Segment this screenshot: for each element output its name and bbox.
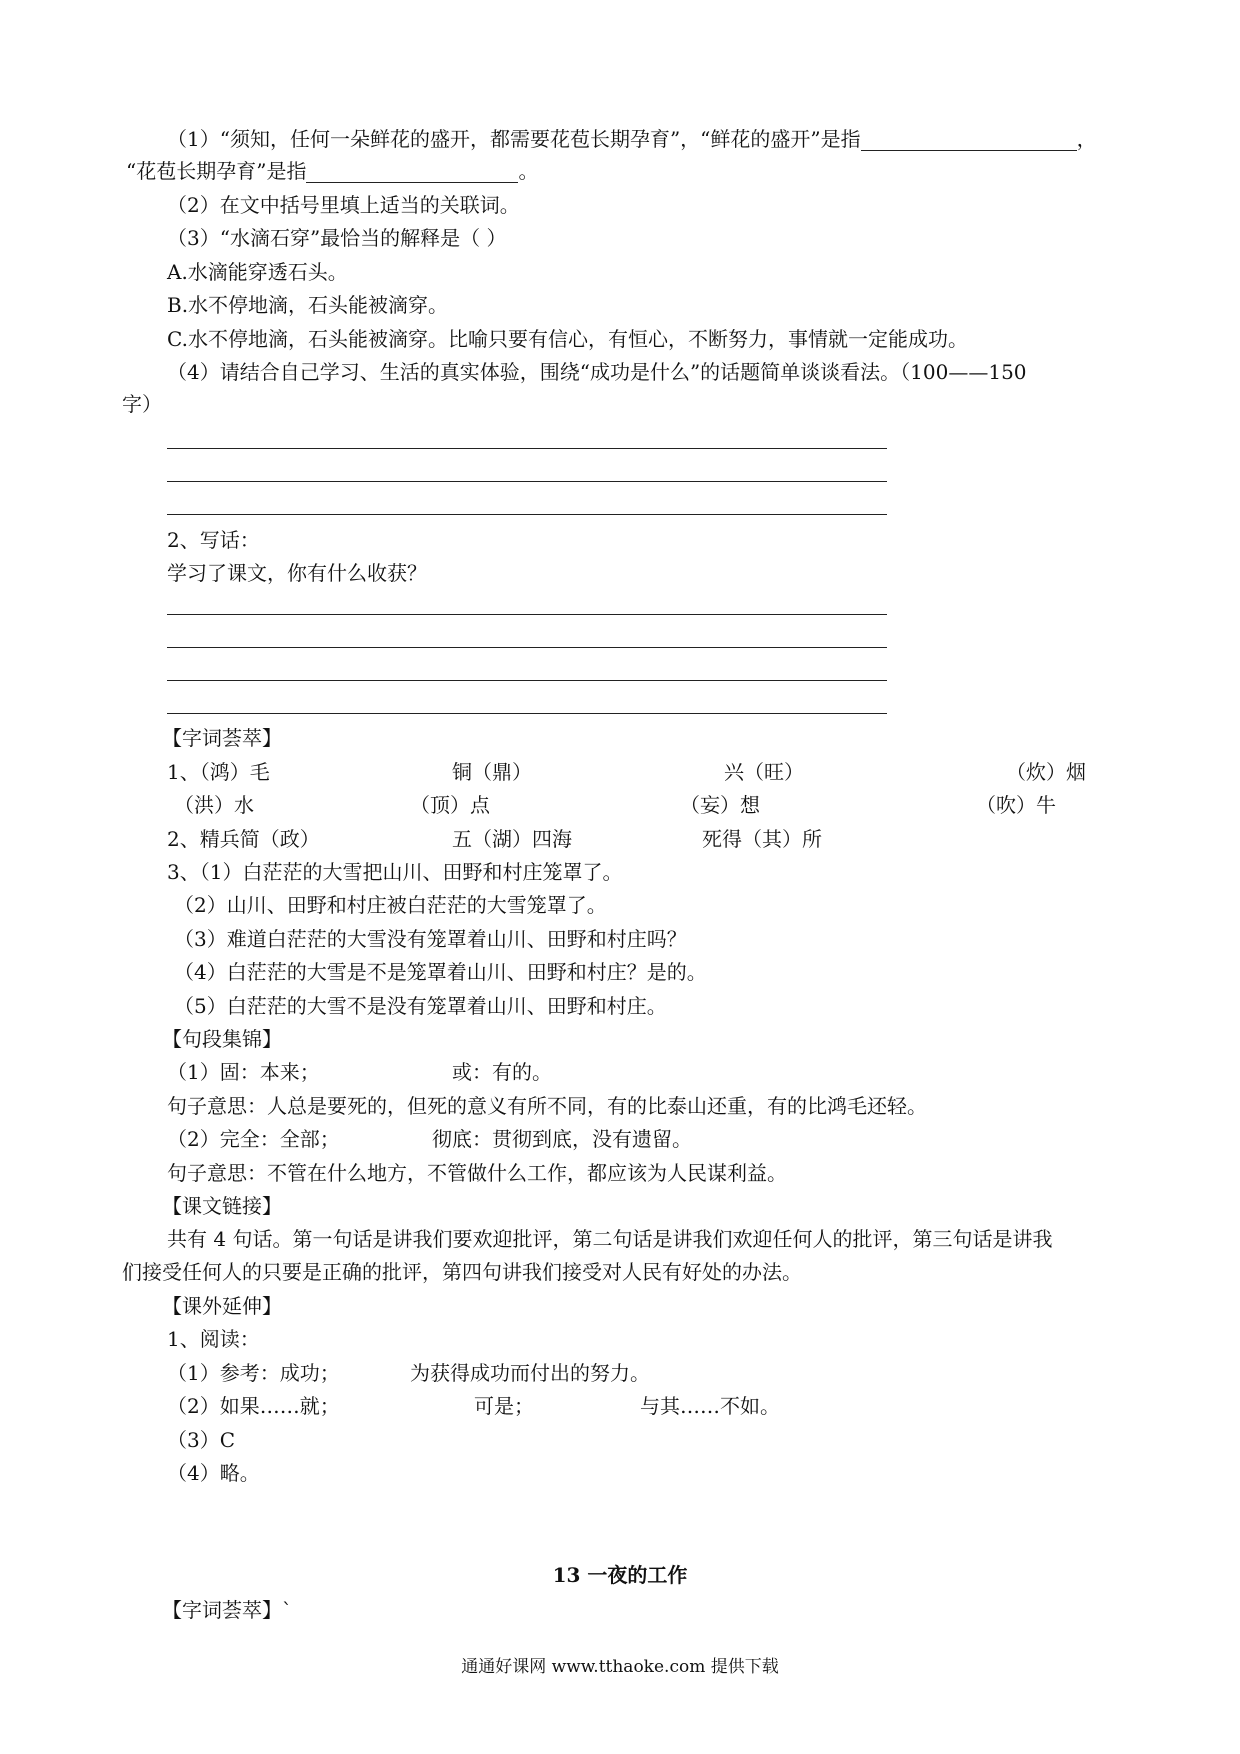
answer-item: 为获得成功而付出的努力。 xyxy=(410,1361,650,1385)
word-item: 兴（旺） xyxy=(724,760,804,784)
answer-item: 与其……不如。 xyxy=(640,1394,780,1418)
sentence-meaning: 句子意思：不管在什么地方，不管做什么工作，都应该为人民谋利益。 xyxy=(167,1161,787,1185)
sentence-item: （2）山川、田野和村庄被白茫茫的大雪笼罩了。 xyxy=(174,893,607,917)
writing-line[interactable] xyxy=(167,614,887,615)
word-item: （吹）牛 xyxy=(976,793,1056,817)
word-item: 五（湖）四海 xyxy=(452,827,572,851)
q1-sub1b-text: “花苞长期孕育”是指 xyxy=(126,159,307,183)
word-item: （顶）点 xyxy=(410,793,490,817)
q1-sub4-cont: 字） xyxy=(122,392,162,416)
definition-item: 彻底：贯彻到底，没有遗留。 xyxy=(432,1127,692,1151)
q1-sub1-text: （1）“须知，任何一朵鲜花的盛开，都需要花苞长期孕育”，“鲜花的盛开”是指 xyxy=(167,127,861,151)
kewai-heading: 【课外延伸】 xyxy=(162,1294,282,1318)
sentence-item: 3、（1）白茫茫的大雪把山川、田野和村庄笼罩了。 xyxy=(167,860,623,884)
sentence-meaning: 句子意思：人总是要死的，但死的意义有所不同，有的比泰山还重，有的比鸿毛还轻。 xyxy=(167,1094,927,1118)
reading-heading: 1、阅读： xyxy=(167,1327,260,1351)
answer-blank[interactable] xyxy=(861,130,1077,151)
writing-line[interactable] xyxy=(167,680,887,681)
answer-item: （3）C xyxy=(167,1428,236,1452)
word-item: 1、（鸿）毛 xyxy=(167,760,270,784)
option-c: C.水不停地滴，石头能被滴穿。比喻只要有信心，有恒心，不断努力，事情就一定能成功。 xyxy=(167,327,968,351)
word-item: 2、精兵简（政） xyxy=(167,827,320,851)
q1-sub4: （4）请结合自己学习、生活的真实体验，围绕“成功是什么”的话题简单谈谈看法。（100——150 xyxy=(167,360,1027,384)
word-item: （炊）烟 xyxy=(1006,760,1086,784)
option-a: A.水滴能穿透石头。 xyxy=(167,260,348,284)
zici-heading: 【字词荟萃】 xyxy=(162,726,282,750)
page-footer: 通通好课网 www.tthaoke.com 提供下载 xyxy=(461,1657,779,1677)
word-item: （洪）水 xyxy=(174,793,254,817)
kewen-paragraph-line2: 们接受任何人的只要是正确的批评，第四句讲我们接受对人民有好处的办法。 xyxy=(122,1260,802,1284)
word-item: （妄）想 xyxy=(680,793,760,817)
kewen-heading: 【课文链接】 xyxy=(162,1194,282,1218)
word-item: 死得（其）所 xyxy=(702,827,822,851)
writing-line[interactable] xyxy=(167,448,887,449)
writing-heading: 2、写话： xyxy=(167,528,260,552)
writing-line[interactable] xyxy=(167,713,887,714)
sentence-item: （3）难道白茫茫的大雪没有笼罩着山川、田野和村庄吗？ xyxy=(174,927,687,951)
sentence-item: （5）白茫茫的大雪不是没有笼罩着山川、田野和村庄。 xyxy=(174,994,667,1018)
word-item: 铜（鼎） xyxy=(452,760,532,784)
juduan-heading: 【句段集锦】 xyxy=(162,1027,282,1051)
answer-item: 可是； xyxy=(474,1394,534,1418)
sentence-item: （4）白茫茫的大雪是不是笼罩着山川、田野和村庄？是的。 xyxy=(174,960,707,984)
writing-line[interactable] xyxy=(167,481,887,482)
writing-line[interactable] xyxy=(167,514,887,515)
definition-item: （1）固：本来； xyxy=(167,1060,320,1084)
writing-prompt: 学习了课文，你有什么收获？ xyxy=(167,561,427,585)
q1-sub3: （3）“水滴石穿”最恰当的解释是（ ） xyxy=(167,226,507,250)
writing-line[interactable] xyxy=(167,647,887,648)
answer-item: （2）如果……就； xyxy=(167,1394,340,1418)
q1-sub1-line2 xyxy=(126,159,538,183)
kewen-paragraph-line1: 共有 4 句话。第一句话是讲我们要欢迎批评，第二句话是讲我们欢迎任何人的批评，第三句话是讲我 xyxy=(167,1227,1053,1251)
definition-item: 或：有的。 xyxy=(452,1060,552,1084)
lesson-title: 13 一夜的工作 xyxy=(552,1563,688,1587)
answer-item: （1）参考：成功； xyxy=(167,1361,340,1385)
option-b: B.水不停地滴，石头能被滴穿。 xyxy=(167,293,449,317)
q1-sub2: （2）在文中括号里填上适当的关联词。 xyxy=(167,193,520,217)
q1-sub1-line xyxy=(167,127,1097,151)
q1-sub1b-end: 。 xyxy=(518,159,539,183)
answer-item: （4）略。 xyxy=(167,1461,260,1485)
q1-sub1-comma: ， xyxy=(1076,127,1097,151)
definition-item: （2）完全：全部； xyxy=(167,1127,340,1151)
zici-heading-next: 【字词荟萃】` xyxy=(162,1598,292,1622)
answer-blank[interactable] xyxy=(306,162,518,183)
